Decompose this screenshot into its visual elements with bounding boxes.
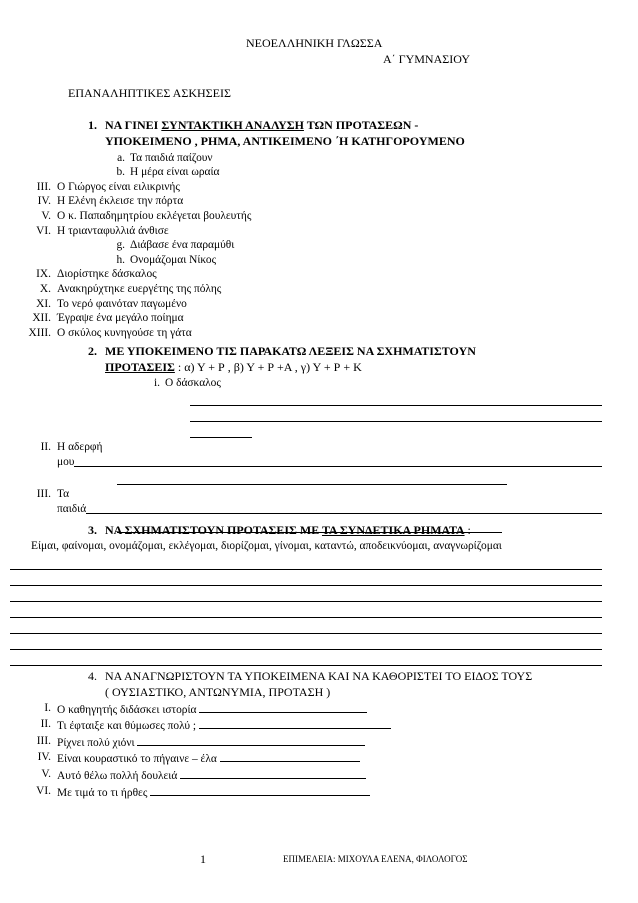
exercise-2-item-iii-line bbox=[10, 502, 602, 517]
item-number: XII. bbox=[32, 312, 51, 325]
answer-line[interactable] bbox=[220, 750, 360, 762]
item-number: VI. bbox=[36, 224, 51, 237]
exercise-1-item bbox=[10, 209, 602, 224]
exercise-number: 1. bbox=[88, 118, 97, 132]
item-text: Η μέρα είναι ωραία bbox=[130, 166, 220, 179]
item-text: Ρίχνει πολύ χιόνι bbox=[57, 736, 138, 749]
item-number: I. bbox=[44, 701, 51, 714]
exercise-2-title-underlined: ΠΡΟΤΑΣΕΙΣ bbox=[105, 359, 175, 374]
exercise-4 bbox=[36, 669, 602, 800]
item-number: III. bbox=[36, 734, 51, 747]
item-text: Αυτό θέλω πολλή δουλειά bbox=[57, 770, 181, 783]
answer-line[interactable] bbox=[199, 717, 391, 729]
answer-line[interactable] bbox=[190, 407, 602, 422]
exercise-number: 3. bbox=[88, 523, 97, 537]
exercise-1-item bbox=[10, 165, 602, 180]
item-text: Με τιμά το τι ήρθες bbox=[57, 786, 151, 799]
item-text: μου bbox=[57, 455, 75, 468]
item-number: a. bbox=[117, 151, 125, 164]
exercise-1-item bbox=[10, 267, 602, 282]
item-number: V. bbox=[41, 768, 51, 781]
item-text: Έγραψε ένα μεγάλο ποίημα bbox=[57, 312, 184, 325]
answer-line[interactable] bbox=[150, 784, 370, 796]
exercise-1-item bbox=[10, 238, 602, 253]
item-number: h. bbox=[116, 253, 125, 266]
item-text: Ο κ. Παπαδημητρίου εκλέγεται βουλευτής bbox=[57, 210, 252, 223]
exercise-3-title-underlined: ΤΑ ΣΥΝΔΕΤΙΚΑ ΡΗΜΑΤΑ bbox=[321, 523, 465, 537]
footer-credit: ΕΠΙΜΕΛΕΙΑ: ΜΙΧΟΥΛΑ ΕΛΕΝΑ, ΦΙΛΟΛΟΓΟΣ bbox=[283, 854, 468, 864]
item-text: Η Ελένη έκλεισε την πόρτα bbox=[57, 195, 184, 208]
item-text: Ο σκύλος κυνηγούσε τη γάτα bbox=[57, 326, 192, 339]
exercise-2-item-i bbox=[10, 376, 602, 391]
answer-line[interactable] bbox=[10, 571, 602, 586]
exercise-2-heading bbox=[58, 344, 602, 376]
item-number: II. bbox=[40, 718, 51, 731]
answer-line[interactable] bbox=[10, 635, 602, 650]
answer-line[interactable] bbox=[10, 555, 602, 570]
item-number: IX. bbox=[36, 268, 51, 281]
exercise-1 bbox=[28, 118, 602, 340]
exercise-1-item bbox=[10, 311, 602, 326]
exercise-4-item bbox=[10, 784, 602, 801]
item-number: b. bbox=[116, 166, 125, 179]
linking-verbs: Είμαι, φαίνομαι, ονομάζομαι, εκλέγομαι, διορίζομαι, γίνομαι, καταντώ, αποδεικνύομαι, αναγνωρίζομαι bbox=[31, 539, 502, 552]
item-text: Ο Γιώργος είναι ειλικρινής bbox=[57, 180, 180, 193]
exercise-3 bbox=[31, 523, 602, 666]
item-text: Είναι κουραστικό το πήγαινε – έλα bbox=[57, 753, 220, 766]
item-number: II. bbox=[40, 441, 51, 454]
item-text: παιδιά bbox=[57, 503, 87, 516]
item-text: Τα bbox=[57, 488, 70, 501]
answer-line[interactable] bbox=[190, 423, 252, 438]
exercise-1-title-part: ΤΩΝ ΠΡΟΤΑΣΕΩΝ - bbox=[303, 118, 419, 132]
item-number: IV. bbox=[37, 751, 51, 764]
exercise-1-item bbox=[10, 180, 602, 195]
exercise-1-heading bbox=[58, 118, 602, 150]
answer-line[interactable] bbox=[10, 603, 602, 618]
answer-line[interactable] bbox=[190, 391, 602, 406]
item-text: Ο δάσκαλος bbox=[165, 376, 221, 389]
exercise-2 bbox=[36, 344, 602, 533]
item-number: III. bbox=[36, 180, 51, 193]
exercise-4-heading bbox=[58, 669, 602, 701]
item-number: III. bbox=[36, 488, 51, 501]
exercise-4-item bbox=[10, 717, 602, 734]
item-text: Ονομάζομαι Νίκος bbox=[130, 253, 217, 266]
exercise-1-item bbox=[10, 224, 602, 239]
item-text: Διάβασε ένα παραμύθι bbox=[130, 239, 235, 252]
exercise-1-item bbox=[10, 151, 602, 166]
item-number: IV. bbox=[37, 195, 51, 208]
exercise-number: 2. bbox=[88, 344, 97, 358]
exercise-4-item bbox=[10, 701, 602, 718]
exercise-4-list bbox=[10, 701, 602, 801]
exercise-4-title-line2: ( ΟΥΣΙΑΣΤΙΚΟ, ΑΝΤΩΝΥΜΙΑ, ΠΡΟΤΑΣΗ ) bbox=[105, 684, 331, 699]
item-text: Διορίστηκε δάσκαλος bbox=[57, 268, 157, 281]
exercise-3-answer-lines bbox=[10, 555, 602, 666]
exercise-1-item bbox=[10, 282, 602, 297]
exercise-1-list bbox=[10, 151, 602, 341]
item-number: i. bbox=[153, 376, 160, 389]
answer-line[interactable] bbox=[137, 734, 365, 746]
item-text: Ανακηρύχτηκε ευεργέτης της πόλης bbox=[57, 283, 222, 295]
item-text: Ο καθηγητής διδάσκει ιστορία bbox=[57, 703, 200, 716]
exercise-2-title-line1: ΜΕ ΥΠΟΚΕΙΜΕΝΟ ΤΙΣ ΠΑΡΑΚΑΤΩ ΛΕΞΕΙΣ ΝΑ ΣΧΗΜΑΤΙΣΤΟΥΝ bbox=[105, 344, 476, 358]
exercise-1-title-part: ΝΑ ΓΙΝΕΙ bbox=[105, 118, 162, 132]
exercise-4-item bbox=[10, 750, 602, 767]
answer-line[interactable] bbox=[117, 470, 507, 485]
answer-line[interactable] bbox=[86, 502, 602, 514]
item-text: Τι έφταιξε και θύμωσες πολύ ; bbox=[57, 720, 199, 733]
exercise-3-title-part: : bbox=[464, 523, 471, 537]
item-number: g. bbox=[116, 239, 125, 252]
exercise-4-item bbox=[10, 767, 602, 784]
exercise-3-title-part: ΝΑ ΣΧΗΜΑΤΙΣΤΟΥΝ ΠΡΟΤΑΣΕΙΣ ΜΕ bbox=[105, 523, 322, 537]
item-text: Η αδερφή bbox=[57, 441, 103, 454]
exercise-1-title-line2: ΥΠΟΚΕΙΜΕΝΟ , ΡΗΜΑ, ΑΝΤΙΚΕΙΜΕΝΟ ΄Η ΚΑΤΗΓΟΡΟΥΜΕΝΟ bbox=[105, 133, 465, 148]
answer-line[interactable] bbox=[74, 455, 602, 467]
exercise-1-item bbox=[10, 297, 602, 312]
answer-line[interactable] bbox=[10, 619, 602, 634]
grade-heading: Α΄ ΓΥΜΝΑΣΙΟΥ bbox=[383, 52, 470, 66]
answer-line[interactable] bbox=[199, 701, 367, 713]
exercise-number: 4. bbox=[88, 669, 97, 683]
item-number: V. bbox=[41, 210, 51, 223]
exercise-1-item bbox=[10, 253, 602, 268]
item-number: VI. bbox=[36, 784, 51, 797]
exercise-4-title-line1: ΝΑ ΑΝΑΓΝΩΡΙΣΤΟΥΝ ΤΑ ΥΠΟΚΕΙΜΕΝΑ ΚΑΙ ΝΑ ΚΑΘΟΡΙΣΤΕΙ ΤΟ ΕΙΔΟΣ ΤΟΥΣ bbox=[105, 669, 533, 683]
item-text: Το νερό φαινόταν παγωμένο bbox=[57, 297, 187, 310]
item-number: X. bbox=[39, 283, 51, 295]
exercise-4-item bbox=[10, 734, 602, 751]
exercise-1-item bbox=[10, 194, 602, 209]
subject-heading: ΝΕΟΕΛΛΗΝΙΚΗ ΓΛΩΣΣΑ bbox=[246, 36, 383, 50]
item-text: Η τριανταφυλλιά άνθισε bbox=[57, 224, 169, 237]
page-title: ΕΠΑΝΑΛΗΠΤΙΚΕΣ ΑΣΚΗΣΕΙΣ bbox=[68, 86, 231, 100]
answer-line[interactable] bbox=[10, 651, 602, 666]
exercise-1-item bbox=[10, 326, 602, 341]
item-text: Τα παιδιά παίζουν bbox=[130, 151, 213, 164]
answer-line[interactable] bbox=[180, 767, 366, 779]
exercise-2-item-ii-line bbox=[10, 455, 602, 470]
exercise-1-title-underlined: ΣΥΝΤΑΚΤΙΚΗ ΑΝΑΛΥΣΗ bbox=[161, 118, 304, 132]
exercise-2-item-iii bbox=[10, 487, 602, 502]
answer-line[interactable] bbox=[10, 587, 602, 602]
exercise-2-item-ii bbox=[10, 440, 602, 455]
item-number: XI. bbox=[36, 297, 51, 310]
item-number: XIII. bbox=[28, 326, 51, 339]
page-number: 1 bbox=[200, 852, 206, 866]
exercise-2-items bbox=[10, 376, 602, 533]
exercise-2-formula: : α) Υ + Ρ , β) Υ + Ρ +Α , γ) Υ + Ρ + Κ bbox=[174, 359, 362, 374]
exercise-3-heading bbox=[58, 523, 602, 539]
